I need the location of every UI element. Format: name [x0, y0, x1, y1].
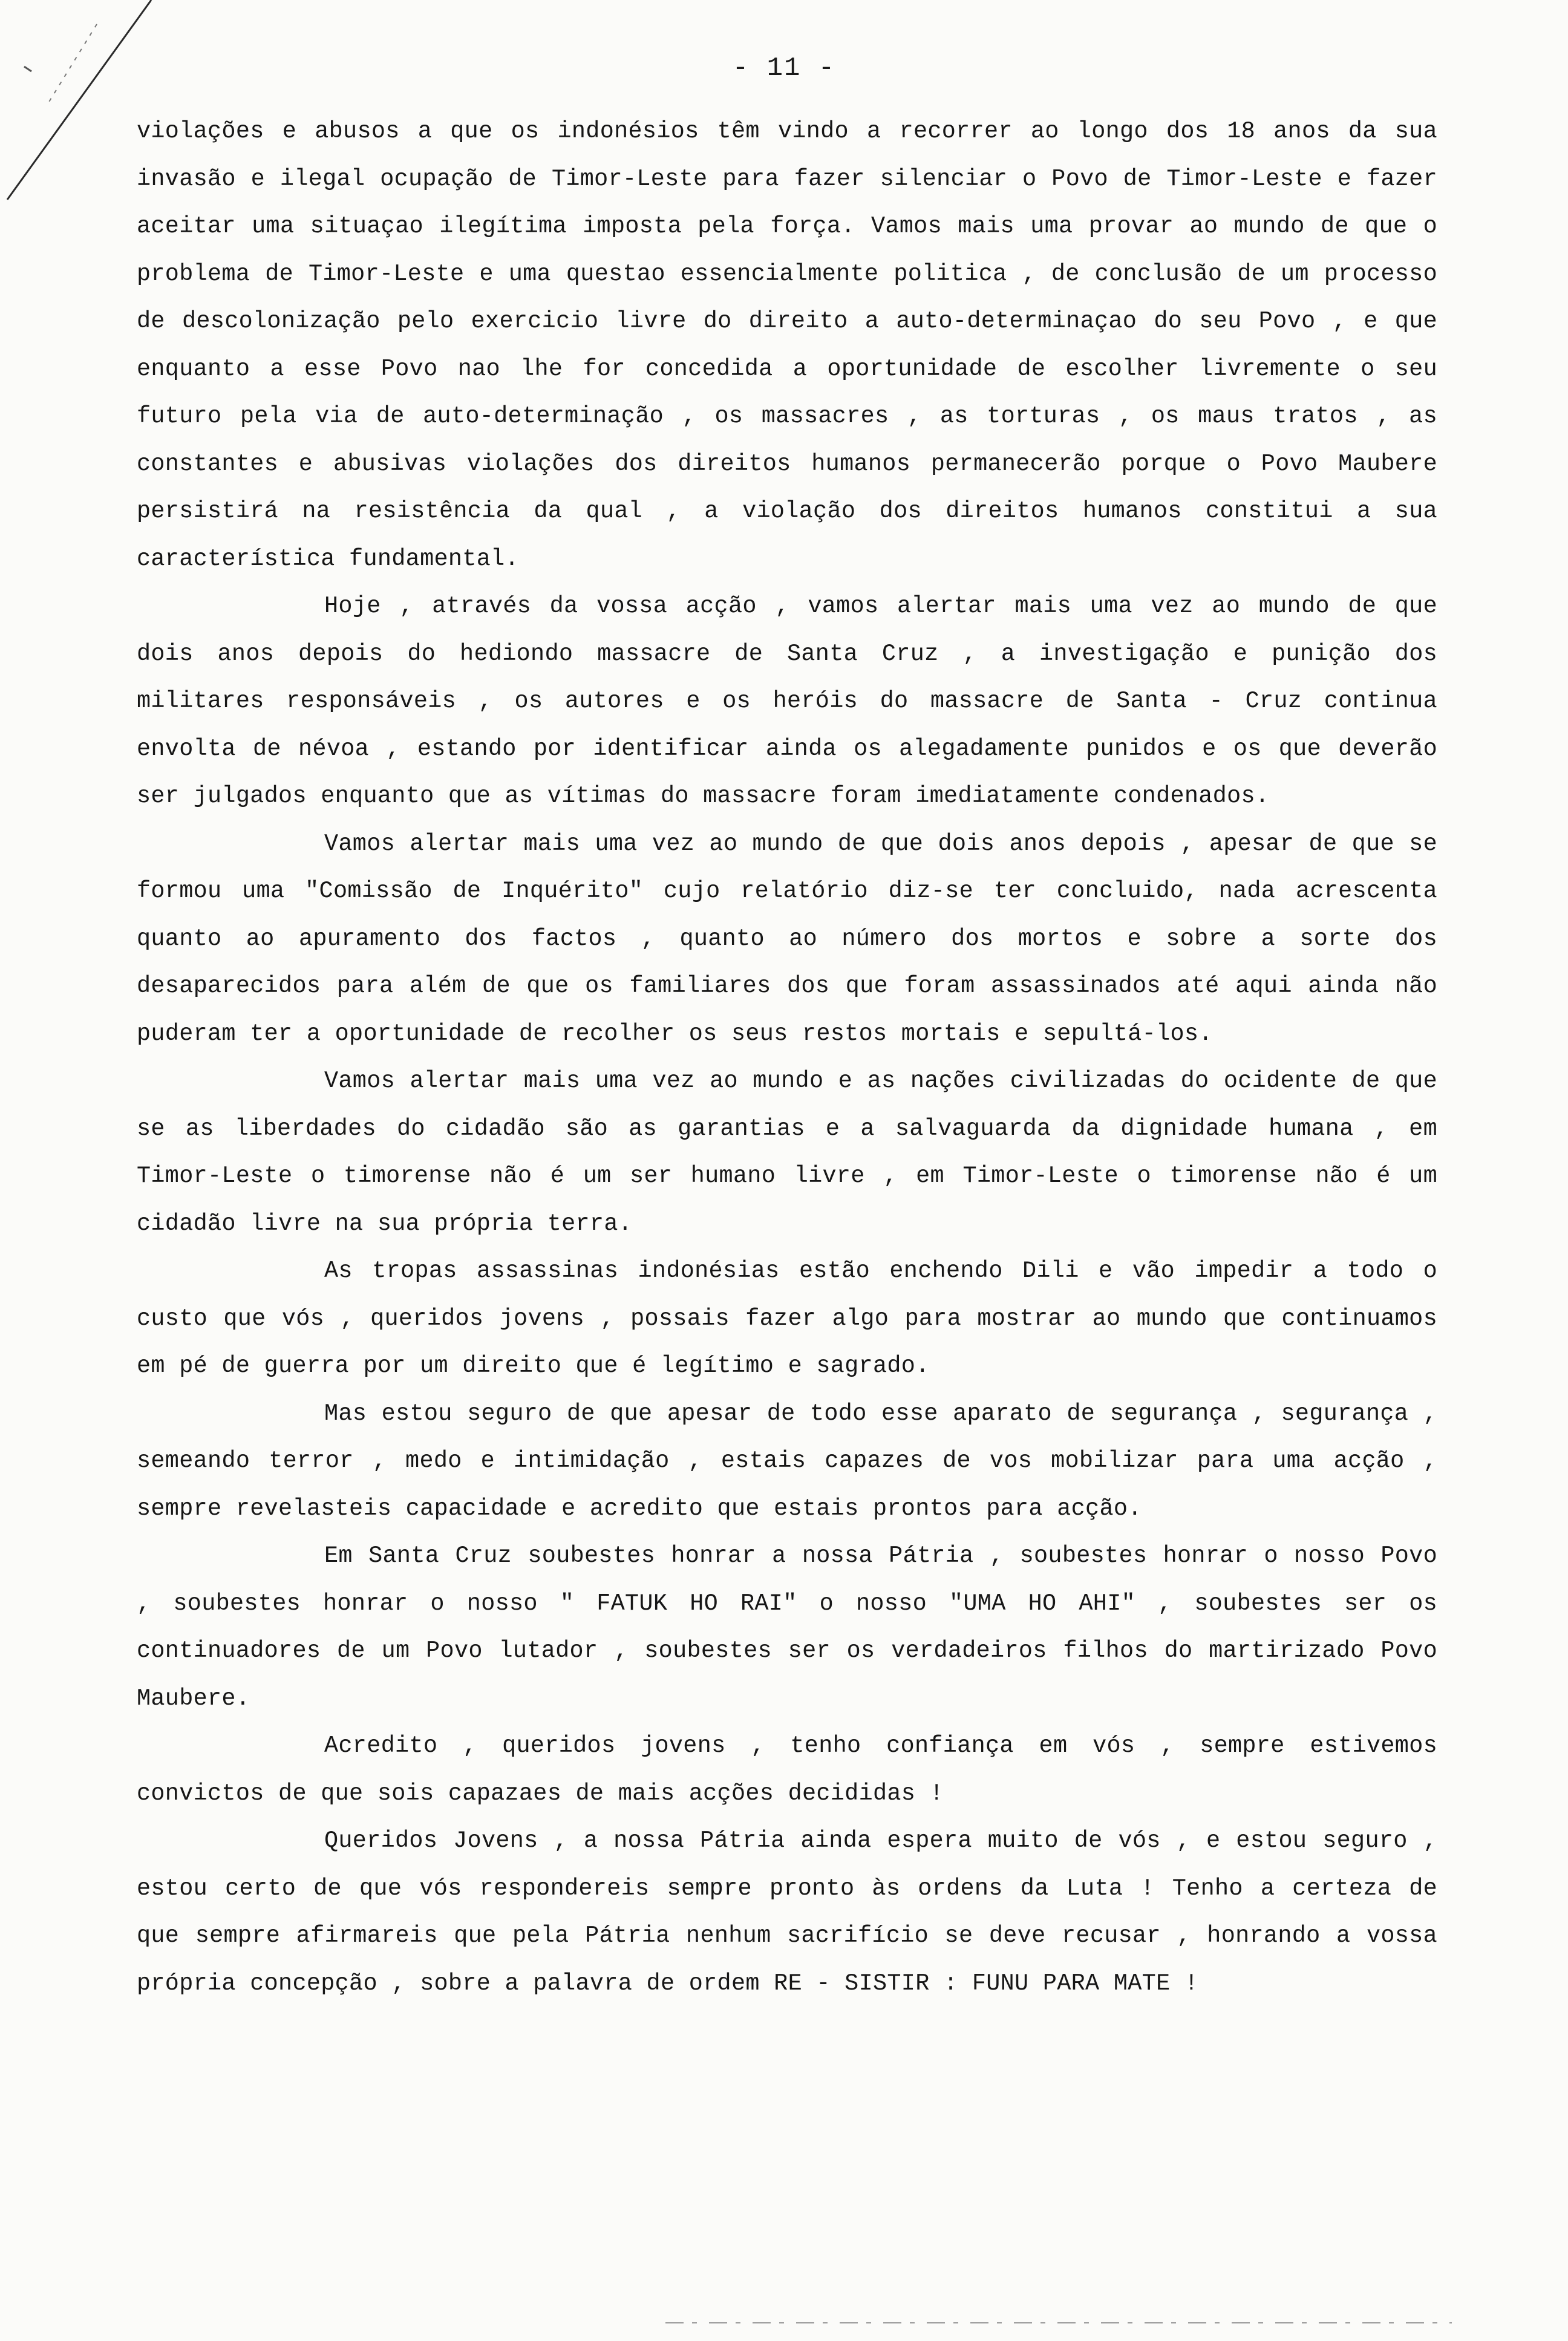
page-number: - 11 -	[732, 53, 836, 83]
letter-body	[137, 108, 1437, 2007]
paragraph: Queridos Jovens , a nossa Pátria ainda espera muito de vós , e estou seguro , estou certo de que vós respondereis sempre pronto às ordens da Luta ! Tenho a certeza de que sempre afirmareis que pela Pátria nenhum sacrifício se deve recusar , honrando a vossa própria concepção , sobre a palavra de ordem RE - SISTIR : FUNU PARA MATE !	[137, 1827, 1437, 1997]
scan-artifact-line	[665, 2317, 1452, 2329]
paragraph: Vamos alertar mais uma vez ao mundo e as nações civilizadas do ocidente de que se as liberdades do cidadão são as garantias e a salvaguarda da dignidade humana , em Timor-Leste o timorense não é um ser humano livre , em Timor-Leste o timorense não é um cidadão livre na sua própria terra.	[137, 1068, 1437, 1237]
paragraph: Acredito , queridos jovens , tenho confiança em vós , sempre estivemos convictos de que sois capazaes de mais acções decididas !	[137, 1732, 1437, 1807]
scan-artifact-mark	[0, 0, 157, 206]
paragraph: violações e abusos a que os indonésios têm vindo a recorrer ao longo dos 18 anos da sua invasão e ilegal ocupação de Timor-Leste para fazer silenciar o Povo de Timor-Leste e fazer aceitar uma situaçao ilegítima imposta pela força. Vamos mais uma provar ao mundo de que o problema de Timor-Leste e uma questao essencialmente politica , de conclusão de um processo de descolonização pelo exercicio livre do direito a auto-determinaçao do seu Povo , e que enquanto a esse Povo nao lhe for concedida a oportunidade de escolher livremente o seu futuro pela via de auto-determinação , os massacres , as torturas , os maus tratos , as constantes e abusivas violações dos direitos humanos permanecerão porque o Povo Maubere persistirá na resistência da qual , a violação dos direitos humanos constitui a sua característica fundamental.	[137, 118, 1437, 572]
paragraph: Hoje , através da vossa acção , vamos alertar mais uma vez ao mundo de que dois anos depois do hediondo massacre de Santa Cruz , a investigação e punição dos militares responsáveis , os autores e os heróis do massacre de Santa - Cruz continua envolta de névoa , estando por identificar ainda os alegadamente punidos e os que deverão ser julgados enquanto que as vítimas do massacre foram imediatamente condenados.	[137, 593, 1437, 809]
paragraph: Vamos alertar mais uma vez ao mundo de que dois anos depois , apesar de que se formou uma "Comissão de Inquérito" cujo relatório diz-se ter concluido, nada acrescenta quanto ao apuramento dos factos , quanto ao número dos mortos e sobre a sorte dos desaparecidos para além de que os familiares dos que foram assassinados até aqui ainda não puderam ter a oportunidade de recolher os seus restos mortais e sepultá-los.	[137, 830, 1437, 1047]
paragraph: As tropas assassinas indonésias estão enchendo Dili e vão impedir a todo o custo que vós , queridos jovens , possais fazer algo para mostrar ao mundo que continuamos em pé de guerra por um direito que é legítimo e sagrado.	[137, 1258, 1437, 1379]
paragraph: Mas estou seguro de que apesar de todo esse aparato de segurança , segurança , semeando terror , medo e intimidação , estais capazes de vos mobilizar para uma acção , sempre revelasteis capacidade e acredito que estais prontos para acção.	[137, 1400, 1437, 1522]
paragraph: Em Santa Cruz soubestes honrar a nossa Pátria , soubestes honrar o nosso Povo , soubestes honrar o nosso " FATUK HO RAI" o nosso "UMA HO AHI" , soubestes ser os continuadores de um Povo lutador , soubestes ser os verdadeiros filhos do martirizado Povo Maubere.	[137, 1543, 1437, 1712]
